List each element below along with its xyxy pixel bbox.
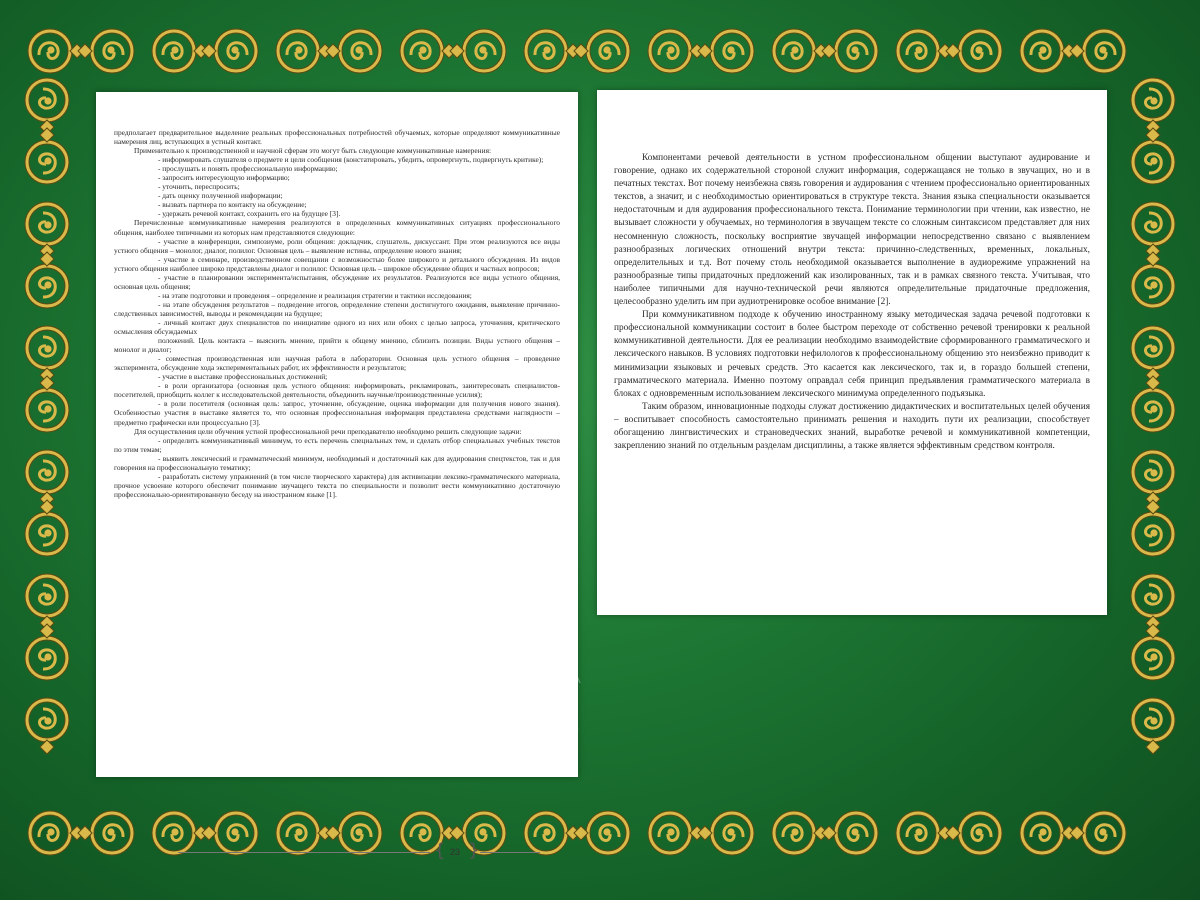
ghost-letter: А — [570, 670, 581, 687]
paragraph: - участие в выставке профессиональных достижений; — [158, 372, 328, 382]
footer-rule-left — [178, 852, 430, 853]
footer-rule-right — [480, 852, 540, 853]
ornament-border-right — [1120, 70, 1186, 810]
paragraph: - уточнить, переспросить; — [158, 182, 240, 192]
paragraph: - дать оценку полученной информации; — [158, 191, 283, 201]
ornament-scroll-icon — [20, 800, 1180, 866]
paragraph: - в роли посетителя (основная цель: запрос, уточнение, обсуждение, оценка информации для получения нового знания). Особенностью участия в выставке является то, что основная профессиональная информация представлена средствами наглядности – предметно графически или процессуально [3]. — [114, 399, 560, 427]
document-page-right — [597, 90, 1107, 615]
paragraph: - участие в планировании эксперимента/испытания, обсуждение их результатов. Реализуются все виды устного общения, основная цель общения; — [114, 272, 560, 291]
paragraph: - определить коммуникативный минимум, то есть перечень специальных тем, и сделать отбор специальных учебных текстов по этим темам; — [114, 435, 560, 454]
background-ghost-text — [570, 666, 590, 741]
paragraph: положений. Цель контакта – выяснить мнение, прийти к общему мнению, сблизить позиции. Виды устного общения – монолог и диалог; — [114, 336, 560, 355]
ornament-scroll-icon — [14, 70, 80, 810]
paragraph: - совместная производственная или научная работа в лаборатории. Основная цель устного общения – проведение эксперимента, обсуждение хода экспериментальных работ, их эффективности и результатов; — [114, 354, 560, 373]
paragraph: предполагает предварительное выделение реальных профессиональных потребностей обучаемых, которые определяют коммуникативные намерения лиц, вступающих в устный контакт. — [114, 128, 560, 147]
paragraph: Перечисленные коммуникативные намерения реализуются в определенных коммуникативных ситуациях профессионального общения, наиболее типичными из которых нам представляются следующие: — [114, 218, 560, 237]
right-page-body — [614, 152, 1090, 453]
paragraph: - выявить лексический и грамматический минимум, необходимый и достаточный как для аудирования спецтекстов, так и для говорения на профессиональную тематику; — [114, 453, 560, 472]
paragraph: - участие в конференции, симпозиуме, роли общения: докладчик, слушатель, дискуссант. При этом реализуются все виды устного общения – монолог, диалог, полилог. Основная цель – выявление истины, определение нового знания; — [114, 236, 560, 255]
footer-bracket-left: { — [434, 840, 446, 861]
paragraph: - на этапе подготовки и проведения – определение и реализация стратегии и тактики исследования; — [158, 290, 472, 300]
ornament-scroll-icon — [1120, 70, 1186, 810]
footer-bracket-right: } — [468, 840, 480, 861]
paragraph: Применительно к производственной и научной сферам это могут быть следующие коммуникативные намерения: — [134, 146, 492, 156]
paragraph: - удержать речевой контакт, сохранить его на будущее [3]. — [158, 209, 341, 219]
ornament-border-bottom — [20, 800, 1180, 866]
paragraph: - участие в семинаре, производственном совещании с возможностью более широкого и детального обсуждения. Из видов устного общения наиболее широко представлены диалог и полилог. Основная цель – широкое обсуждение общих и частных вопросов; — [114, 254, 560, 273]
paragraph: При коммуникативном подходе к обучению иностранному языку методическая задача речевой подготовки к профессиональной коммуникации состоит в более быстром переходе от собственно речевой тренировки к реальной коммуникативной деятельности. Для ее реализации необходимо взаимодействие сформированного грамматического и лексического навыков. В условиях подготовки нефилологов к профессиональному общению это неизбежно приводит к минимизации языковых и речевых средств. Это касается как лексического, так и, в гораздо большей степени, грамматического материала. Именно поэтому оправдал себя принцип предъявления грамматического материала в блоках с одновременным использованием лексического минимума определенного подъязыка. — [614, 310, 1090, 399]
paragraph: Компонентами речевой деятельности в устном профессиональном общении выступают аудирование и говорение, однако их содержательной стороной служит информация, содержащаяся не только в звучащих, но и в печатных текстах. Вот почему неизбежна связь говорения и аудирования с чтением профессионально ориентированных текстов, а значит, и с необходимостью ориентироваться в структуре текста. Знания языка специальности оказывается недостаточным и для аудирования профессионального текста. Понимание терминологии при чтении, как известно, не вызывает сложности у обучаемых, но терминология в звучащем тексте со сложным синтаксисом представляет для них несомненную сложность, поскольку восприятие звучащей информации непосредственно связано с выявлением разнообразных логических отношений внутри текста: причинно-следственных, временных, локальных, определительных и т.д. Вот почему столь необходимой оказывается выполнение в аудиорежиме упражнений на разнообразные типы придаточных предложений как изолированных, так и в рамках связного текста. Учитывая, что наиболее типичными для научно-технической речи являются определительные придаточные предложения, целесообразно уделить им при аудиотренировке особое внимание [2]. — [614, 153, 1090, 308]
ghost-letter: р — [570, 720, 579, 737]
paragraph: - личный контакт двух специалистов по инициативе одного из них или обоих с целью запроса, уточнения, критического осмысления обсуждаемых — [114, 317, 560, 337]
paragraph: - запросить интересующую информацию; — [158, 173, 290, 183]
paragraph: Таким образом, инновационные подходы служат достижению дидактических и воспитательных целей обучения – воспитывает способность самостоятельно принимать решения и находить пути их реализации, способствует обогащению лингвистических и страноведческих знаний, выработке речевой и коммуникативной компетенции, закреплению знаний по отдельным разделам дисциплины, а также является эффективным средством контроля. — [614, 401, 1090, 452]
ornament-border-left — [14, 70, 80, 810]
paragraph: - в роли организатора (основная цель устного общения: информировать, рекламировать, заинтересовать специалистов-посетителей, приобщить коллег к исследовательской деятельности, объединить научные/производственные усилия); — [114, 381, 560, 400]
paragraph: Для осуществления цели обучения устной профессиональной речи преподавателю необходимо решить следующие задачи: — [134, 426, 522, 436]
paragraph: - на этапе обсуждения результатов – подведение итогов, определение степени достигнутого ожидания, выявление причинно-следственных зависимостей, выводы и рекомендации на будущее; — [114, 299, 560, 318]
paragraph: - вызвать партнера по контакту на обсуждение; — [158, 200, 307, 210]
page-number: 23 — [449, 847, 460, 857]
paragraph: - информировать слушателя о предмете и цели сообщения (констатировать, убедить, опровергнуть, подвергнуть критике); — [158, 155, 544, 165]
document-page-left — [96, 92, 578, 861]
left-page-body — [114, 128, 560, 499]
paragraph: - прослушать и понять профессиональную информацию; — [158, 164, 338, 174]
ornament-scroll-icon — [20, 18, 1180, 84]
ornament-border-top — [20, 18, 1180, 84]
paragraph: - разработать систему упражнений (в том числе творческого характера) для активизации лексико-грамматического материала, прочное усвоение которого обеспечит понимание звучащего текста по специальности и позволит вести коммуникативно достаточную профессионально-ориентированную беседу на иностранном языке [1]. — [114, 471, 560, 499]
ghost-letter: ч — [570, 695, 579, 712]
